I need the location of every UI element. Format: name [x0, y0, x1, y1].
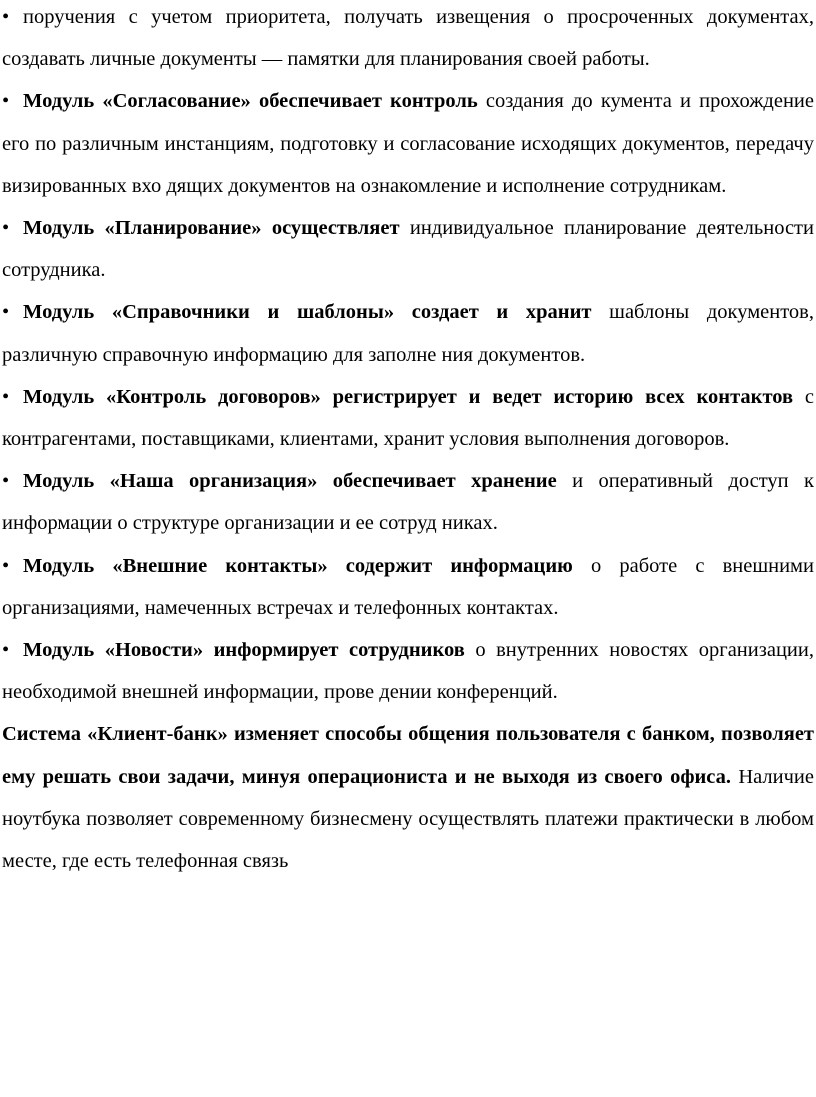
paragraph-approval-module	[2, 80, 814, 207]
paragraph-news-module	[2, 629, 814, 713]
paragraph-planning-module	[2, 207, 814, 291]
paragraph-contracts-module	[2, 376, 814, 460]
paragraph-bold-lead: Модуль «Новости» информирует сотрудников	[23, 639, 465, 662]
paragraph-text: и оперативный доступ к информации о структуре организации и ее сотруд никах.	[2, 470, 815, 535]
bullet-marker: •	[2, 217, 10, 240]
paragraph-tasks	[2, 0, 814, 80]
bullet-marker: •	[2, 385, 10, 408]
bullet-marker: •	[2, 301, 10, 324]
paragraph-bold-lead: Модуль «Контроль договоров» регистрирует и ведет историю всех контактов	[23, 385, 794, 408]
paragraph-text: поручения с учетом приоритета, получать извещения о просроченных документах, создавать личные документы — памятки для планирования своей работы.	[2, 6, 814, 71]
paragraph-references-module	[2, 291, 814, 375]
bullet-marker: •	[2, 639, 10, 662]
bullet-marker: •	[2, 554, 10, 577]
paragraph-text: Наличие ноутбука позволяет современному бизнесмену осуществлять платежи практически в любом месте, где есть телефонная связь	[2, 765, 814, 873]
paragraph-text: с контрагентами, поставщиками, клиентами, хранит условия выполнения договоров.	[2, 385, 814, 451]
paragraph-organization-module	[2, 460, 814, 544]
paragraph-external-contacts-module	[2, 545, 814, 629]
bullet-marker: •	[2, 470, 10, 493]
paragraph-bold-lead: Модуль «Наша организация» обеспечивает хранение	[23, 470, 557, 493]
paragraph-bold-lead: Модуль «Согласование» обеспечивает контроль	[23, 90, 478, 113]
paragraph-bold-lead: Модуль «Справочники и шаблоны» создает и хранит	[23, 301, 592, 324]
paragraph-text: индивидуальное планирование деятельности сотрудника.	[2, 217, 814, 282]
paragraph-bold-lead: Модуль «Планирование» осуществляет	[23, 217, 400, 240]
paragraph-text: о внутренних новостях организации, необходимой внешней информации, прове дении конференций.	[2, 639, 814, 704]
paragraph-bold-lead: Система «Клиент-банк» изменяет способы общения пользователя с банком, позволяет ему решать свои задачи, минуя операциониста и не выходя из своего офиса.	[2, 723, 814, 788]
paragraph-client-bank	[2, 713, 814, 882]
paragraph-text: шаблоны документов, различную справочную информацию для заполне ния документов.	[2, 301, 814, 366]
paragraph-text: о работе с внешними организациями, намеченных встречах и телефонных контактах.	[2, 554, 814, 619]
bullet-marker: •	[2, 90, 10, 113]
bullet-marker: •	[2, 6, 10, 28]
paragraph-text: создания до кумента и прохождение его по различным инстанциям, подготовку и согласование исходящих документов, передачу визированных вхо дящих документов на ознакомление и исполнение сотрудникам.	[2, 90, 815, 197]
paragraph-bold-lead: Модуль «Внешние контакты» содержит информацию	[23, 554, 573, 577]
